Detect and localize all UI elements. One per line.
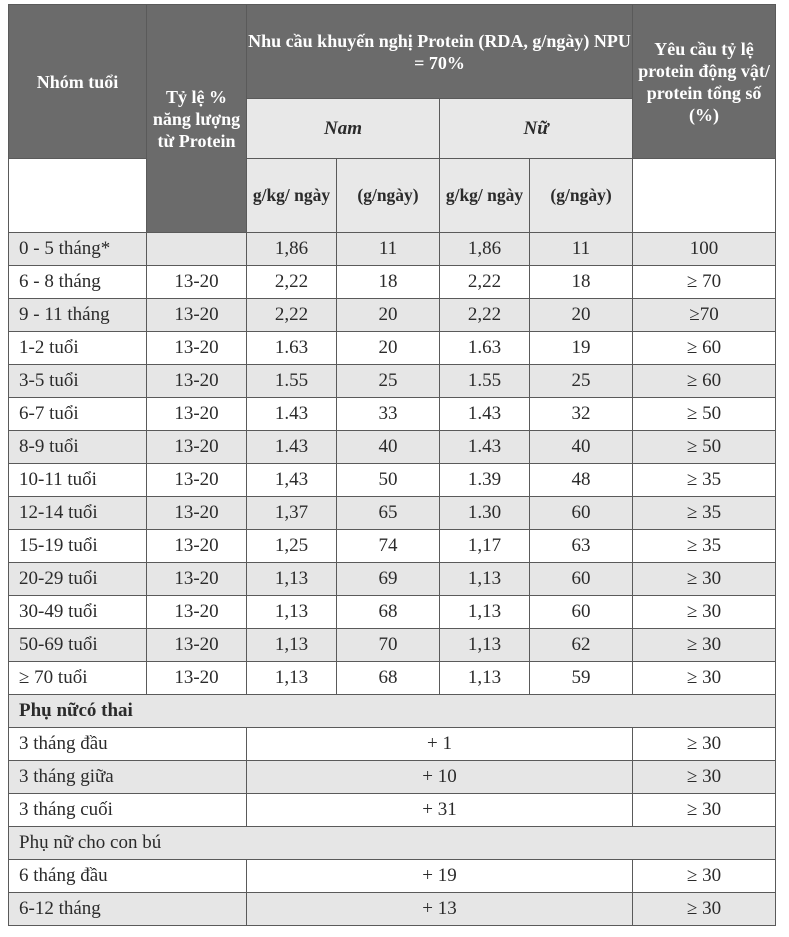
energy-cell: 13-20: [147, 596, 247, 629]
male-gday-cell: 20: [337, 332, 440, 365]
age-cell: 10-11 tuổi: [9, 464, 147, 497]
animal-ratio-cell: ≥ 70: [633, 266, 776, 299]
section-title-pregnant: Phụ nữcó thai: [9, 695, 776, 728]
female-gday-cell: 40: [530, 431, 633, 464]
female-gday-cell: 60: [530, 563, 633, 596]
extra-protein-cell: + 13: [247, 893, 633, 926]
protein-requirements-table: [8, 4, 776, 926]
energy-cell: 13-20: [147, 398, 247, 431]
female-gday-cell: 19: [530, 332, 633, 365]
table-row: [9, 728, 776, 761]
header-male: Nam: [247, 99, 440, 159]
male-gkg-cell: 1,43: [247, 464, 337, 497]
female-gday-cell: 63: [530, 530, 633, 563]
age-cell: 3-5 tuổi: [9, 365, 147, 398]
animal-ratio-cell: ≥ 30: [633, 596, 776, 629]
header-female-g-per-day: (g/ngày): [530, 159, 633, 233]
male-gday-cell: 70: [337, 629, 440, 662]
animal-ratio-cell: ≥ 30: [633, 662, 776, 695]
table-row: [9, 893, 776, 926]
female-gday-cell: 11: [530, 233, 633, 266]
female-gday-cell: 20: [530, 299, 633, 332]
table-row: [9, 596, 776, 629]
female-gkg-cell: 1.43: [440, 431, 530, 464]
table-body: [9, 233, 776, 926]
age-cell: 3 tháng giữa: [9, 761, 247, 794]
table-row: [9, 365, 776, 398]
extra-protein-cell: + 10: [247, 761, 633, 794]
age-cell: 6 tháng đầu: [9, 860, 247, 893]
male-gday-cell: 65: [337, 497, 440, 530]
female-gkg-cell: 1.43: [440, 398, 530, 431]
animal-ratio-cell: ≥ 30: [633, 761, 776, 794]
female-gday-cell: 48: [530, 464, 633, 497]
female-gkg-cell: 1.55: [440, 365, 530, 398]
extra-protein-cell: + 31: [247, 794, 633, 827]
age-cell: 15-19 tuổi: [9, 530, 147, 563]
energy-cell: 13-20: [147, 266, 247, 299]
age-cell: 9 - 11 tháng: [9, 299, 147, 332]
male-gkg-cell: 1,13: [247, 629, 337, 662]
age-cell: 30-49 tuổi: [9, 596, 147, 629]
animal-ratio-cell: ≥ 50: [633, 431, 776, 464]
header-male-g-per-kg: g/kg/ ngày: [247, 159, 337, 233]
table-row: [9, 266, 776, 299]
female-gkg-cell: 2,22: [440, 266, 530, 299]
table-row: [9, 332, 776, 365]
female-gday-cell: 32: [530, 398, 633, 431]
animal-ratio-cell: ≥ 30: [633, 860, 776, 893]
header-female: Nữ: [440, 99, 633, 159]
table-row: [9, 299, 776, 332]
animal-ratio-cell: ≥ 30: [633, 629, 776, 662]
male-gday-cell: 40: [337, 431, 440, 464]
table-header: [9, 5, 776, 233]
female-gkg-cell: 1,13: [440, 596, 530, 629]
female-gkg-cell: 1.30: [440, 497, 530, 530]
male-gkg-cell: 1,13: [247, 662, 337, 695]
age-cell: 8-9 tuổi: [9, 431, 147, 464]
female-gkg-cell: 1,17: [440, 530, 530, 563]
male-gday-cell: 25: [337, 365, 440, 398]
male-gday-cell: 20: [337, 299, 440, 332]
header-animal-protein-ratio: Yêu cầu tỷ lệ protein động vật/ protein tổng số (%): [633, 5, 776, 159]
animal-ratio-cell: ≥ 30: [633, 794, 776, 827]
table-row: [9, 761, 776, 794]
age-cell: 20-29 tuổi: [9, 563, 147, 596]
male-gkg-cell: 1,25: [247, 530, 337, 563]
energy-cell: 13-20: [147, 497, 247, 530]
male-gday-cell: 74: [337, 530, 440, 563]
animal-ratio-cell: ≥ 60: [633, 365, 776, 398]
table-row: [9, 794, 776, 827]
energy-cell: 13-20: [147, 431, 247, 464]
animal-ratio-cell: 100: [633, 233, 776, 266]
header-energy-percent: Tỷ lệ % năng lượng từ Protein: [147, 5, 247, 233]
table-row: [9, 398, 776, 431]
animal-ratio-cell: ≥ 60: [633, 332, 776, 365]
male-gkg-cell: 1.63: [247, 332, 337, 365]
age-cell: 1-2 tuổi: [9, 332, 147, 365]
energy-cell: 13-20: [147, 530, 247, 563]
age-cell: 0 - 5 tháng*: [9, 233, 147, 266]
male-gday-cell: 33: [337, 398, 440, 431]
table-row: [9, 629, 776, 662]
male-gkg-cell: 2,22: [247, 299, 337, 332]
age-cell: 3 tháng đầu: [9, 728, 247, 761]
female-gkg-cell: 2,22: [440, 299, 530, 332]
male-gday-cell: 50: [337, 464, 440, 497]
table-row: [9, 464, 776, 497]
header-animal-blank: [633, 159, 776, 233]
table-row: [9, 860, 776, 893]
male-gkg-cell: 1.43: [247, 398, 337, 431]
male-gday-cell: 69: [337, 563, 440, 596]
animal-ratio-cell: ≥ 35: [633, 497, 776, 530]
female-gday-cell: 60: [530, 497, 633, 530]
male-gkg-cell: 1,13: [247, 596, 337, 629]
energy-cell: 13-20: [147, 365, 247, 398]
table-row: [9, 497, 776, 530]
energy-cell: 13-20: [147, 662, 247, 695]
female-gday-cell: 18: [530, 266, 633, 299]
table-row: [9, 431, 776, 464]
animal-ratio-cell: ≥ 35: [633, 530, 776, 563]
age-cell: 50-69 tuổi: [9, 629, 147, 662]
male-gday-cell: 11: [337, 233, 440, 266]
header-male-g-per-day: (g/ngày): [337, 159, 440, 233]
extra-protein-cell: + 19: [247, 860, 633, 893]
age-cell: 6-12 tháng: [9, 893, 247, 926]
table-row: [9, 530, 776, 563]
male-gkg-cell: 1.55: [247, 365, 337, 398]
male-gkg-cell: 1,13: [247, 563, 337, 596]
energy-cell: 13-20: [147, 563, 247, 596]
female-gkg-cell: 1.63: [440, 332, 530, 365]
male-gkg-cell: 1,37: [247, 497, 337, 530]
male-gday-cell: 68: [337, 662, 440, 695]
male-gday-cell: 18: [337, 266, 440, 299]
animal-ratio-cell: ≥ 30: [633, 728, 776, 761]
header-age-group: Nhóm tuổi: [9, 5, 147, 159]
male-gkg-cell: 1,86: [247, 233, 337, 266]
table-row: [9, 563, 776, 596]
energy-cell: 13-20: [147, 629, 247, 662]
female-gkg-cell: 1,13: [440, 662, 530, 695]
extra-protein-cell: + 1: [247, 728, 633, 761]
age-cell: ≥ 70 tuổi: [9, 662, 147, 695]
male-gkg-cell: 2,22: [247, 266, 337, 299]
female-gday-cell: 59: [530, 662, 633, 695]
energy-cell: 13-20: [147, 299, 247, 332]
age-cell: 12-14 tuổi: [9, 497, 147, 530]
animal-ratio-cell: ≥ 30: [633, 893, 776, 926]
female-gday-cell: 25: [530, 365, 633, 398]
table-row: [9, 233, 776, 266]
header-age-blank: [9, 159, 147, 233]
animal-ratio-cell: ≥ 50: [633, 398, 776, 431]
energy-cell: 13-20: [147, 332, 247, 365]
header-female-g-per-kg: g/kg/ ngày: [440, 159, 530, 233]
header-rda: Nhu cầu khuyến nghị Protein (RDA, g/ngày) NPU = 70%: [247, 5, 633, 99]
female-gkg-cell: 1,13: [440, 563, 530, 596]
section-row-pregnant: [9, 695, 776, 728]
age-cell: 3 tháng cuối: [9, 794, 247, 827]
male-gkg-cell: 1.43: [247, 431, 337, 464]
age-cell: 6-7 tuổi: [9, 398, 147, 431]
energy-cell: 13-20: [147, 464, 247, 497]
table-row: [9, 662, 776, 695]
female-gkg-cell: 1.39: [440, 464, 530, 497]
age-cell: 6 - 8 tháng: [9, 266, 147, 299]
female-gkg-cell: 1,13: [440, 629, 530, 662]
male-gday-cell: 68: [337, 596, 440, 629]
female-gkg-cell: 1,86: [440, 233, 530, 266]
section-title-lactating: Phụ nữ cho con bú: [9, 827, 776, 860]
animal-ratio-cell: ≥ 35: [633, 464, 776, 497]
energy-cell: [147, 233, 247, 266]
animal-ratio-cell: ≥70: [633, 299, 776, 332]
animal-ratio-cell: ≥ 30: [633, 563, 776, 596]
female-gday-cell: 62: [530, 629, 633, 662]
section-row-lactating: [9, 827, 776, 860]
female-gday-cell: 60: [530, 596, 633, 629]
